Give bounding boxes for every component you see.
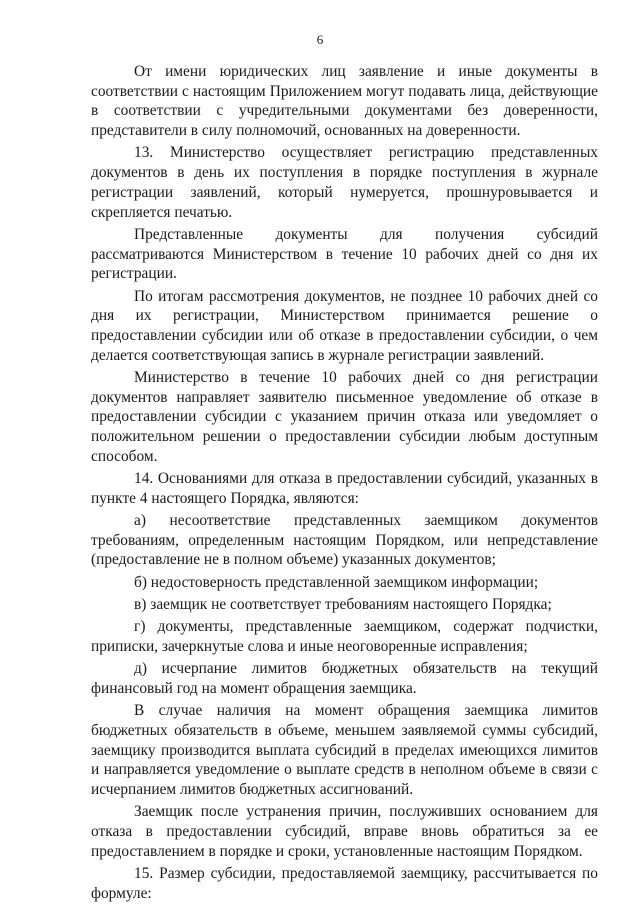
list-item-g: г) документы, представленные заемщиком, содержат подчистки, приписки, зачеркнутые слова и иные неоговоренные исправления;	[91, 618, 598, 656]
paragraph-14-refusal-grounds: 14. Основаниями для отказа в предоставлении субсидий, указанных в пункте 4 настоящего Порядка, являются:	[91, 470, 598, 507]
paragraph-review-period: Представленные документы для получения субсидий рассматриваются Министерством в течение 10 рабочих дней со дня их регистрации.	[91, 225, 598, 283]
paragraph-13-registration: 13. Министерство осуществляет регистрацию представленных документов в день их поступления в порядке поступления в журнале регистрации заявлений, который нумеруется, прошнуровывается и скрепляется печатью.	[91, 144, 598, 221]
paragraph-legal-entities-representation: От имени юридических лиц заявление и иные документы в соответствии с настоящим Приложением могут подавать лица, действующие в соответствии с учредительными документами без доверенности, представители в силу полномочий, основанных на доверенности.	[91, 63, 598, 140]
paragraph-15-subsidy-formula: 15. Размер субсидии, предоставляемой заемщику, рассчитывается по формуле:	[91, 865, 598, 902]
paragraph-notification: Министерство в течение 10 рабочих дней со дня регистрации документов направляет заявителю письменное уведомление об отказе в предоставлении субсидии с указанием причин отказа или уведомляет о положительном решении о предоставлении субсидии любым доступным способом.	[91, 368, 598, 465]
paragraph-insufficient-limits: В случае наличия на момент обращения заемщика лимитов бюджетных обязательств в объеме, меньшем заявляемой суммы субсидий, заемщику производится выплата субсидий в пределах имеющихся лимитов и направляется уведомление о выплате средств в неполном объеме в связи с исчерпанием лимитов бюджетных ассигнований.	[91, 702, 598, 799]
paragraph-reapplication: Заемщик после устранения причин, послуживших основанием для отказа в предоставлении субсидий, вправе вновь обратиться за ее предоставлением в порядке и сроки, установленные настоящим Порядком.	[91, 803, 598, 860]
list-item-d: д) исчерпание лимитов бюджетных обязательств на текущий финансовый год на момент обращения заемщика.	[91, 660, 598, 698]
list-item-a: а) несоответствие представленных заемщиком документов требованиям, определенным настоящим Порядком, или непредставление (предоставление не в полном объеме) указанных документов;	[91, 512, 598, 569]
document-body	[91, 62, 598, 906]
list-item-b: б) недостоверность представленной заемщиком информации;	[134, 573, 539, 591]
paragraph-decision: По итогам рассмотрения документов, не позднее 10 рабочих дней со дня их регистрации, Министерством принимается решение о предоставлении субсидии или об отказе в предоставлении субсидии, о чем делается соответствующая запись в журнале регистрации заявлений.	[91, 287, 598, 364]
page-number: 6	[316, 32, 324, 47]
list-item-v: в) заемщик не соответствует требованиям настоящего Порядка;	[134, 596, 552, 614]
